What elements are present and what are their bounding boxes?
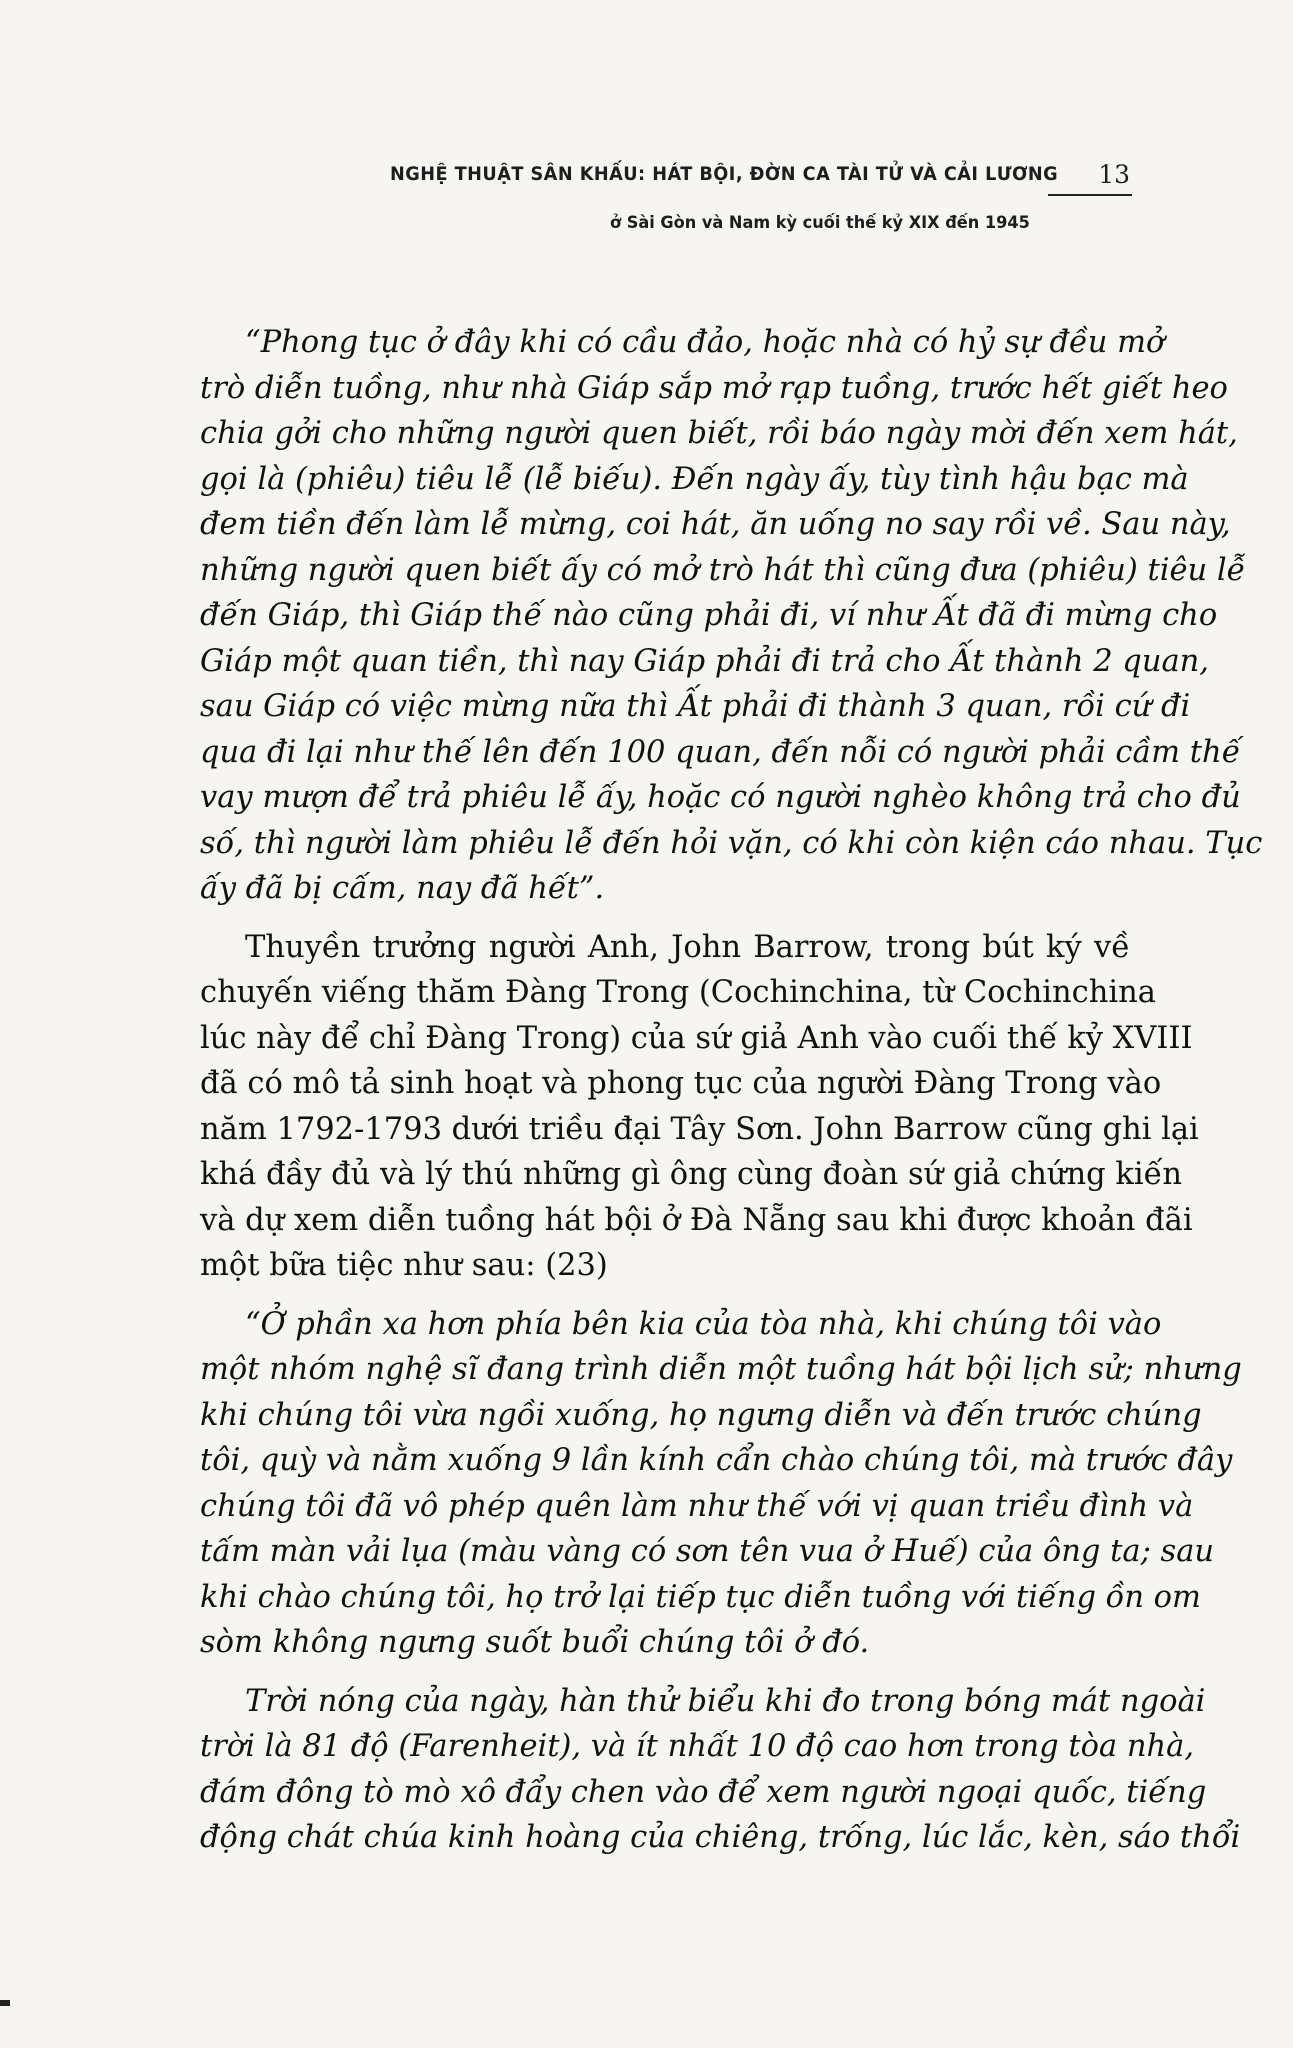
running-header	[390, 163, 1130, 233]
page-number: 13	[1098, 160, 1130, 189]
text-line: “Ở phần xa hơn phía bên kia của tòa nhà, khi chúng tôi vào	[245, 1306, 1162, 1342]
text-line: “Phong tục ở đây khi có cầu đảo, hoặc nhà có hỷ sự đều mở	[245, 325, 1165, 360]
text-line: khi chào chúng tôi, họ trở lại tiếp tục diễn tuồng với tiếng ồn om	[200, 1579, 1201, 1615]
text-line: trò diễn tuồng, như nhà Giáp sắp mở rạp tuồng, trước hết giết heo	[200, 370, 1228, 406]
header-rule	[1048, 194, 1132, 196]
text-line: đến Giáp, thì Giáp thế nào cũng phải đi, ví như Ất đã đi mừng cho	[200, 598, 1218, 633]
text-line: đám đông tò mò xô đẩy chen vào để xem người ngoại quốc, tiếng	[200, 1774, 1207, 1810]
text-line: lúc này để chỉ Đàng Trong) của sứ giả Anh vào cuối thế kỷ XVIII	[200, 1020, 1193, 1056]
text-line: chuyến viếng thăm Đàng Trong (Cochinchina, từ Cochinchina	[200, 975, 1156, 1010]
text-line: một nhóm nghệ sĩ đang trình diễn một tuồng hát bội lịch sử; nhưng	[200, 1352, 1242, 1387]
text-line: tôi, quỳ và nằm xuống 9 lần kính cẩn chào chúng tôi, mà trước đây	[200, 1443, 1233, 1478]
text-line: chia gởi cho những người quen biết, rồi báo ngày mời đến xem hát,	[200, 416, 1238, 451]
text-line: đã có mô tả sinh hoạt và phong tục của người Đàng Trong vào	[200, 1066, 1162, 1101]
text-line: động chát chúa kinh hoàng của chiêng, trống, lúc lắc, kèn, sáo thổi	[200, 1820, 1241, 1855]
text-line: ấy đã bị cấm, nay đã hết”.	[200, 871, 605, 906]
text-line: vay mượn để trả phiêu lễ ấy, hoặc có người nghèo không trả cho đủ	[200, 780, 1241, 815]
text-line: tấm màn vải lụa (màu vàng có sơn tên vua ở Huế) của ông ta; sau	[200, 1534, 1215, 1569]
text-line: Giáp một quan tiền, thì nay Giáp phải đi trả cho Ất thành 2 quan,	[200, 643, 1209, 679]
paragraph	[200, 925, 1199, 1289]
text-line: những người quen biết ấy có mở trò hát thì cũng đưa (phiêu) tiêu lễ	[200, 552, 1246, 588]
text-line: một bữa tiệc như sau: (23)	[200, 1248, 608, 1283]
text-line: số, thì người làm phiêu lễ đến hỏi vặn, có khi còn kiện cáo nhau. Tục	[200, 825, 1263, 861]
running-header-subtitle: ở Sài Gòn và Nam kỳ cuối thế kỷ XIX đến 1945	[610, 213, 1030, 233]
paragraph	[200, 1679, 1241, 1861]
text-line: chúng tôi đã vô phép quên làm như thế với vị quan triều đình và	[200, 1488, 1194, 1524]
scan-edge-mark	[0, 2000, 10, 2006]
body-text	[200, 320, 1263, 1874]
text-line: và dự xem diễn tuồng hát bội ở Đà Nẵng sau khi được khoản đãi	[200, 1202, 1193, 1238]
text-line: khi chúng tôi vừa ngồi xuống, họ ngưng diễn và đến trước chúng	[200, 1397, 1202, 1433]
text-line: đem tiền đến làm lễ mừng, coi hát, ăn uống no say rồi về. Sau này,	[200, 507, 1231, 542]
text-line: khá đầy đủ và lý thú những gì ông cùng đoàn sứ giả chứng kiến	[200, 1157, 1183, 1192]
running-header-title: NGHỆ THUẬT SÂN KHẤU: HÁT BỘI, ĐỜN CA TÀI TỬ VÀ CẢI LƯƠNG	[390, 163, 1059, 185]
text-line: qua đi lại như thế lên đến 100 quan, đến nỗi có người phải cầm thế	[200, 734, 1241, 770]
text-line: Trời nóng của ngày, hàn thử biểu khi đo trong bóng mát ngoài	[245, 1683, 1206, 1719]
text-line: năm 1792-1793 dưới triều đại Tây Sơn. John Barrow cũng ghi lại	[200, 1111, 1199, 1147]
text-line: gọi là (phiêu) tiêu lễ (lễ biếu). Đến ngày ấy, tùy tình hậu bạc mà	[200, 461, 1189, 497]
text-line: sau Giáp có việc mừng nữa thì Ất phải đi thành 3 quan, rồi cứ đi	[200, 689, 1191, 724]
text-line: sòm không ngưng suốt buổi chúng tôi ở đó.	[200, 1625, 870, 1660]
paragraph	[200, 320, 1263, 912]
text-line: Thuyền trưởng người Anh, John Barrow, trong bút ký về	[245, 929, 1130, 965]
paragraph	[200, 1302, 1242, 1666]
text-line: trời là 81 độ (Farenheit), và ít nhất 10 độ cao hơn trong tòa nhà,	[200, 1729, 1195, 1764]
